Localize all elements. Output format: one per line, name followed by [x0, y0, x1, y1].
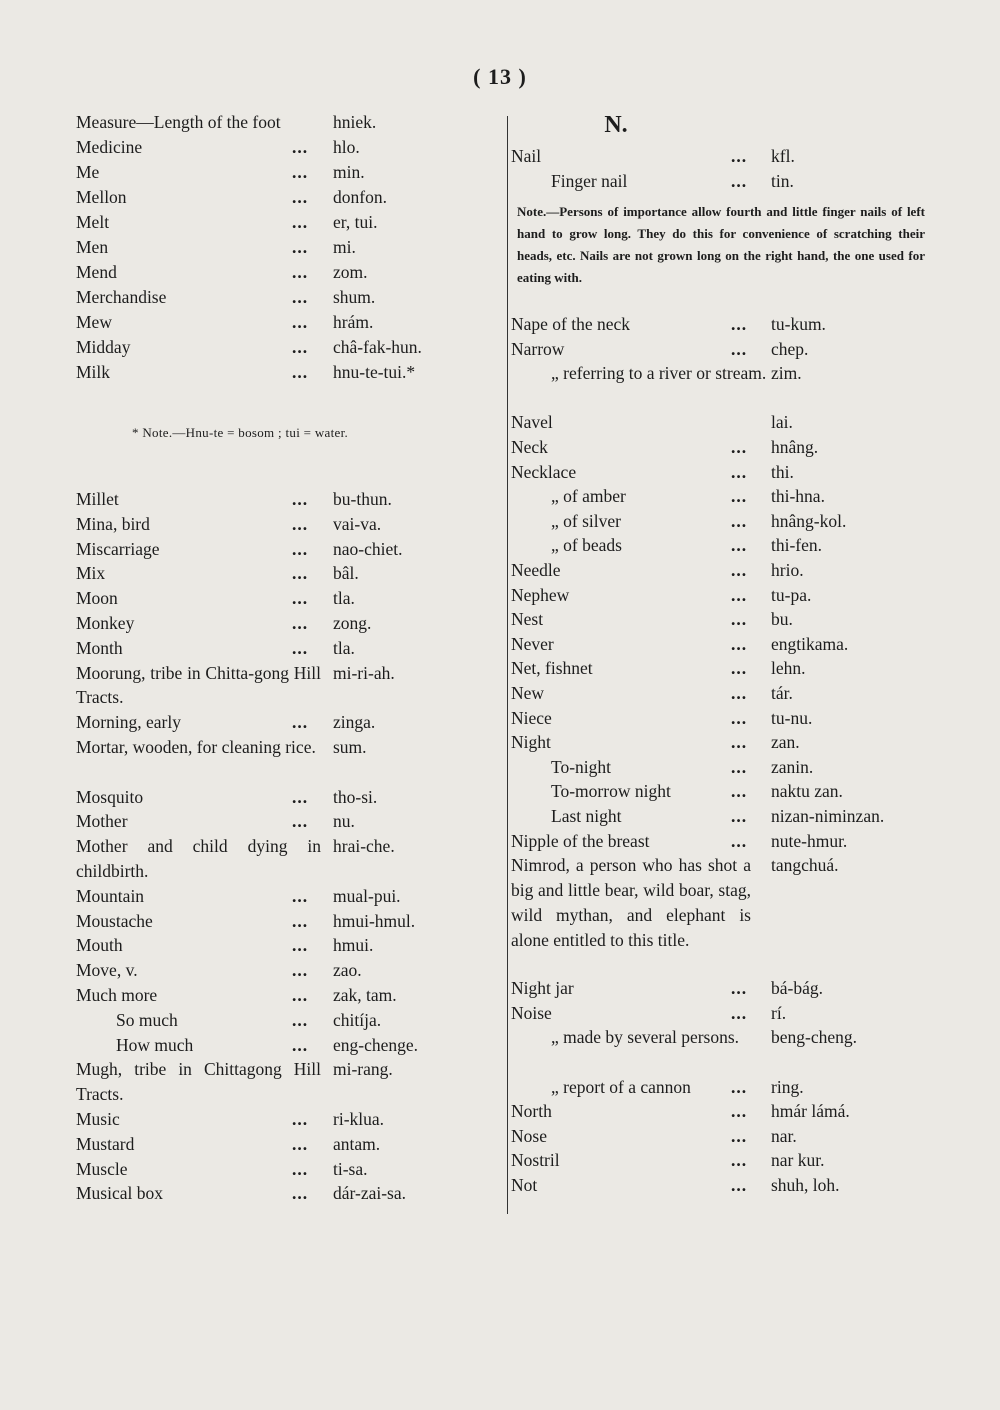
dictionary-entry	[76, 260, 501, 285]
entry-term: Muscle	[76, 1158, 128, 1179]
dictionary-entry	[76, 785, 501, 810]
dictionary-entry	[76, 210, 501, 235]
dictionary-entry	[511, 755, 931, 780]
entry-translation: tu-nu.	[771, 707, 813, 728]
entry-term: Nimrod, a person who has shot a big and little bear, wild boar, stag, wild mythan, and elephant is alone entitled to this title.	[511, 855, 751, 950]
entry-translation: hlo.	[333, 137, 360, 157]
leader-dots: ...	[292, 588, 309, 609]
dictionary-entry	[76, 586, 501, 611]
dictionary-entry	[76, 909, 501, 934]
leader-dots: ...	[292, 910, 309, 931]
dictionary-entry	[76, 1132, 501, 1157]
leader-dots: ...	[292, 538, 309, 559]
dictionary-entry	[511, 829, 931, 854]
entry-translation: zong.	[333, 613, 372, 633]
entry-term: „ of beads	[551, 535, 622, 556]
dictionary-entry	[76, 335, 501, 360]
entry-translation: nar kur.	[771, 1150, 825, 1171]
entry-term: Moorung, tribe in Chitta-gong Hill Tracts.	[76, 662, 321, 708]
entry-translation: tár.	[771, 683, 793, 703]
leader-dots: ...	[731, 437, 748, 457]
entry-term: Midday	[76, 337, 131, 357]
dictionary-entry	[511, 169, 931, 194]
entry-term: Milk	[76, 362, 111, 382]
entry-translation: nao-chiet.	[333, 538, 403, 559]
entry-term: Music	[76, 1109, 120, 1129]
leader-dots: ...	[731, 461, 748, 482]
dictionary-entry	[511, 484, 931, 509]
entry-translation: engtikama.	[771, 633, 849, 654]
column-divider	[507, 116, 508, 1214]
leader-dots: ...	[731, 584, 748, 605]
leader-dots: ...	[731, 1125, 748, 1146]
dictionary-entry	[76, 235, 501, 260]
entry-translation: tho-si.	[333, 786, 378, 807]
leader-dots: ...	[731, 171, 748, 191]
leader-dots: ...	[731, 830, 748, 851]
dictionary-entry	[76, 561, 501, 586]
leader-dots: ...	[292, 237, 309, 257]
dictionary-entry	[76, 310, 501, 335]
entry-translation: lai.	[771, 412, 793, 433]
leader-dots: ...	[292, 187, 309, 207]
entry-term: To-night	[551, 756, 612, 777]
entry-term: Melt	[76, 212, 110, 232]
entry-term: To-morrow night	[551, 781, 671, 802]
leader-dots: ...	[292, 935, 309, 956]
dictionary-entry	[76, 611, 501, 636]
entry-translation: hnu-te-tui.*	[333, 362, 416, 382]
entry-term: Musical box	[76, 1183, 164, 1204]
entry-translation: hnâng.	[771, 437, 819, 457]
entry-translation: lehn.	[771, 658, 806, 679]
entry-term: Nail	[511, 146, 542, 166]
dictionary-entry	[511, 1075, 931, 1100]
dictionary-entry	[76, 1008, 501, 1033]
entry-term: Mother and child dying in childbirth.	[76, 836, 321, 881]
entry-translation: shum.	[333, 287, 376, 307]
entry-term: Monkey	[76, 613, 135, 633]
entry-translation: mi.	[333, 237, 356, 257]
leader-dots: ...	[731, 633, 748, 654]
dictionary-entry	[511, 435, 931, 460]
leader-dots: ...	[292, 1183, 309, 1204]
dictionary-entry	[511, 730, 931, 755]
entry-term: Not	[511, 1175, 538, 1195]
entry-translation: dár-zai-sa.	[333, 1183, 406, 1204]
entry-translation: châ-fak-hun.	[333, 337, 422, 357]
entry-translation: bu-thun.	[333, 489, 392, 509]
entry-term: Month	[76, 637, 123, 658]
dictionary-entry	[76, 661, 501, 711]
leader-dots: ...	[731, 486, 748, 507]
dictionary-entry	[511, 558, 931, 583]
entry-term: Net, fishnet	[511, 658, 593, 679]
entry-translation: mi-ri-ah.	[333, 662, 395, 683]
leader-dots: ...	[731, 338, 748, 359]
entry-translation: thi.	[771, 461, 794, 482]
entry-translation: thi-hna.	[771, 486, 825, 507]
entry-translation: hnâng-kol.	[771, 510, 847, 531]
entry-term: Necklace	[511, 461, 577, 482]
dictionary-entry	[511, 706, 931, 731]
dictionary-entry	[511, 681, 931, 706]
entry-term: „ report of a cannon	[551, 1076, 691, 1097]
leader-dots: ...	[731, 683, 748, 703]
leader-dots: ...	[292, 811, 309, 832]
entry-term: Mustard	[76, 1133, 135, 1154]
entry-term: Noise	[511, 1002, 552, 1023]
dictionary-entry	[511, 1173, 931, 1198]
entry-translation: donfon.	[333, 187, 387, 207]
leader-dots: ...	[292, 786, 309, 807]
dictionary-entry	[76, 735, 501, 785]
dictionary-entry	[511, 779, 931, 804]
entry-term: Mend	[76, 262, 117, 282]
entry-translation: rí.	[771, 1002, 787, 1023]
entry-term: Nose	[511, 1125, 547, 1146]
dictionary-entry	[511, 460, 931, 485]
entry-translation: sum.	[333, 737, 367, 757]
dictionary-entry	[76, 1033, 501, 1058]
dictionary-entry	[511, 509, 931, 534]
entry-translation: tu-pa.	[771, 584, 812, 605]
dictionary-entry	[511, 607, 931, 632]
dictionary-entry	[76, 160, 501, 185]
entry-translation: hmui.	[333, 935, 374, 956]
leader-dots: ...	[731, 1175, 748, 1195]
entry-term: Moon	[76, 588, 118, 609]
leader-dots: ...	[292, 362, 309, 382]
leader-dots: ...	[292, 337, 309, 357]
dictionary-entry	[76, 809, 501, 834]
dictionary-entry	[511, 312, 931, 337]
dictionary-entry	[511, 583, 931, 608]
entry-translation: tangchuá.	[771, 855, 839, 876]
entry-term: Neck	[511, 437, 548, 457]
entry-translation: vai-va.	[333, 513, 382, 534]
entry-translation: ring.	[771, 1076, 804, 1097]
leader-dots: ...	[731, 560, 748, 580]
entry-term: Merchandise	[76, 287, 167, 307]
entry-translation: naktu zan.	[771, 781, 843, 802]
leader-dots: ...	[292, 712, 309, 733]
leader-dots: ...	[731, 1150, 748, 1171]
entry-translation: bá-bág.	[771, 978, 823, 999]
entry-translation: zinga.	[333, 712, 376, 733]
dictionary-entry	[76, 512, 501, 537]
entry-term: Mouth	[76, 935, 123, 956]
entry-translation: nu.	[333, 811, 355, 832]
entry-translation: thi-fen.	[771, 535, 823, 556]
entry-translation: hmár lámá.	[771, 1101, 850, 1122]
leader-dots: ...	[731, 1002, 748, 1023]
entry-term: Needle	[511, 560, 561, 580]
dictionary-entry	[511, 1124, 931, 1149]
entry-term: „ of silver	[551, 510, 621, 531]
leader-dots: ...	[731, 146, 748, 166]
dictionary-entry	[76, 958, 501, 983]
leader-dots: ...	[292, 563, 309, 584]
leader-dots: ...	[292, 137, 309, 157]
leader-dots: ...	[731, 1076, 748, 1097]
entry-term: Navel	[511, 412, 553, 433]
dictionary-entry	[76, 135, 501, 160]
entry-term: Night jar	[511, 978, 574, 999]
entry-term: Night	[511, 732, 551, 753]
dictionary-entry	[76, 1107, 501, 1132]
leader-dots: ...	[292, 637, 309, 658]
entry-translation: zao.	[333, 960, 362, 981]
dictionary-entry	[76, 933, 501, 958]
leader-dots: ...	[731, 1101, 748, 1122]
leader-dots: ...	[731, 781, 748, 802]
dictionary-entry	[76, 185, 501, 210]
leader-dots: ...	[292, 1009, 309, 1030]
entry-translation: hrai-che.	[333, 836, 395, 857]
entry-term: New	[511, 683, 545, 703]
leader-dots: ...	[731, 707, 748, 728]
entry-translation: eng-chenge.	[333, 1034, 419, 1055]
entry-translation: hmui-hmul.	[333, 910, 416, 931]
entry-term: Millet	[76, 489, 119, 509]
dictionary-entry	[76, 834, 501, 884]
dictionary-entry	[76, 884, 501, 909]
entry-translation: hniek.	[333, 112, 377, 132]
dictionary-entry	[76, 360, 501, 385]
entry-translation: chep.	[771, 338, 809, 359]
footnote: * Note.—Hnu-te = bosom ; tui = water.	[132, 425, 349, 440]
entry-term: Me	[76, 162, 100, 182]
entry-translation: nute-hmur.	[771, 830, 848, 851]
entry-term: How much	[116, 1034, 194, 1055]
entry-term: North	[511, 1101, 552, 1122]
entry-translation: mi-rang.	[333, 1059, 393, 1080]
entry-translation: zanin.	[771, 756, 814, 777]
entry-term: Men	[76, 237, 109, 257]
dictionary-entry	[76, 710, 501, 735]
entry-translation: er, tui.	[333, 212, 378, 232]
page-number: ( 13 )	[473, 64, 527, 89]
entry-term: „ referring to a river or stream.	[551, 363, 767, 384]
leader-dots: ...	[731, 535, 748, 556]
entry-translation: zan.	[771, 732, 800, 753]
leader-dots: ...	[292, 1034, 309, 1055]
leader-dots: ...	[292, 262, 309, 282]
dictionary-entry	[76, 1157, 501, 1182]
leader-dots: ...	[292, 312, 309, 332]
entry-term: Measure—Length of the foot	[76, 112, 281, 132]
entry-term: Mix	[76, 563, 106, 584]
leader-dots: ...	[731, 510, 748, 531]
entry-translation: zom.	[333, 262, 368, 282]
entry-translation: tin.	[771, 171, 794, 191]
entry-translation: chitíja.	[333, 1009, 382, 1030]
dictionary-entry	[511, 804, 931, 829]
entry-term: Miscarriage	[76, 538, 160, 559]
entry-translation: shuh, loh.	[771, 1175, 840, 1195]
entry-translation: beng-cheng.	[771, 1027, 858, 1048]
entry-term: Mew	[76, 312, 112, 332]
dictionary-entry	[511, 1025, 931, 1074]
entry-translation: hrám.	[333, 312, 374, 332]
leader-dots: ...	[292, 960, 309, 981]
entry-translation: ti-sa.	[333, 1158, 368, 1179]
leader-dots: ...	[731, 609, 748, 630]
leader-dots: ...	[292, 513, 309, 534]
leader-dots: ...	[292, 162, 309, 182]
entry-term: Finger nail	[551, 171, 628, 191]
entry-term: Mother	[76, 811, 128, 832]
entry-translation: nar.	[771, 1125, 797, 1146]
leader-dots: ...	[292, 489, 309, 509]
leader-dots: ...	[731, 806, 748, 826]
dictionary-entry	[511, 853, 931, 976]
entry-term: Last night	[551, 806, 622, 826]
entry-term: „ of amber	[551, 486, 626, 507]
entry-translation: tla.	[333, 637, 355, 658]
entry-term: Niece	[511, 707, 552, 728]
entry-term: Nape of the neck	[511, 314, 631, 334]
entry-translation: antam.	[333, 1133, 381, 1154]
leader-dots: ...	[292, 1158, 309, 1179]
entry-translation: bu.	[771, 609, 793, 630]
leader-dots: ...	[292, 1109, 309, 1129]
entry-term: Much more	[76, 985, 158, 1005]
entry-translation: nizan-niminzan.	[771, 806, 885, 826]
dictionary-entry	[76, 487, 501, 512]
entry-translation: mual-pui.	[333, 885, 401, 906]
leader-dots: ...	[292, 985, 309, 1005]
entry-term: Nipple of the breast	[511, 830, 650, 851]
entry-term: Never	[511, 633, 554, 654]
entry-term: Moustache	[76, 910, 153, 931]
dictionary-entry	[511, 656, 931, 681]
leader-dots: ...	[731, 732, 748, 753]
dictionary-entry	[76, 636, 501, 661]
entry-term: Mina, bird	[76, 513, 150, 534]
entry-term: Medicine	[76, 137, 143, 157]
dictionary-entry	[76, 1057, 501, 1107]
entry-term: Nest	[511, 609, 544, 630]
dictionary-entry	[76, 1181, 501, 1206]
entry-term: Narrow	[511, 338, 565, 359]
leader-dots: ...	[731, 314, 748, 334]
entry-translation: tla.	[333, 588, 355, 609]
leader-dots: ...	[292, 885, 309, 906]
dictionary-entry	[511, 1148, 931, 1173]
dictionary-entry	[511, 144, 931, 169]
leader-dots: ...	[292, 287, 309, 307]
entry-translation: zim.	[771, 363, 802, 384]
dictionary-entry	[76, 537, 501, 562]
entry-term: Mellon	[76, 187, 127, 207]
entry-term: Morning, early	[76, 712, 181, 733]
dictionary-entry	[511, 337, 931, 362]
dictionary-entry	[511, 361, 931, 410]
leader-dots: ...	[292, 613, 309, 633]
entry-translation: zak, tam.	[333, 985, 397, 1005]
section-heading-n: N.	[604, 112, 628, 138]
dictionary-entry	[76, 983, 501, 1008]
entry-translation: tu-kum.	[771, 314, 826, 334]
note-nails: Note.—Persons of importance allow fourth and little finger nails of left hand to grow long. They do this for convenience of scratching their heads, etc. Nails are not grown long on the right hand, the one used for eating with.	[517, 204, 925, 285]
dictionary-entry	[511, 1099, 931, 1124]
dictionary-entry	[76, 285, 501, 310]
leader-dots: ...	[731, 658, 748, 679]
entry-translation: min.	[333, 162, 365, 182]
entry-term: Move, v.	[76, 960, 138, 981]
entry-translation: kfl.	[771, 146, 795, 166]
entry-term: Mosquito	[76, 786, 144, 807]
entry-term: „ made by several persons.	[551, 1027, 740, 1048]
dictionary-entry	[511, 1001, 931, 1026]
leader-dots: ...	[292, 1133, 309, 1154]
dictionary-entry	[76, 110, 501, 135]
entry-translation: bâl.	[333, 563, 359, 584]
leader-dots: ...	[731, 978, 748, 999]
entry-translation: ri-klua.	[333, 1109, 385, 1129]
dictionary-entry	[511, 632, 931, 657]
entry-term: Mountain	[76, 885, 145, 906]
leader-dots: ...	[292, 212, 309, 232]
leader-dots: ...	[731, 756, 748, 777]
dictionary-entry	[511, 533, 931, 558]
entry-term: Mugh, tribe in Chittagong Hill Tracts.	[76, 1059, 321, 1105]
entry-term: Nostril	[511, 1150, 560, 1171]
entry-term: So much	[116, 1009, 178, 1030]
entry-term: Mortar, wooden, for cleaning rice.	[76, 737, 316, 757]
dictionary-entry	[511, 410, 931, 435]
entry-translation: hrio.	[771, 560, 804, 580]
dictionary-entry	[511, 976, 931, 1001]
entry-term: Nephew	[511, 584, 570, 605]
